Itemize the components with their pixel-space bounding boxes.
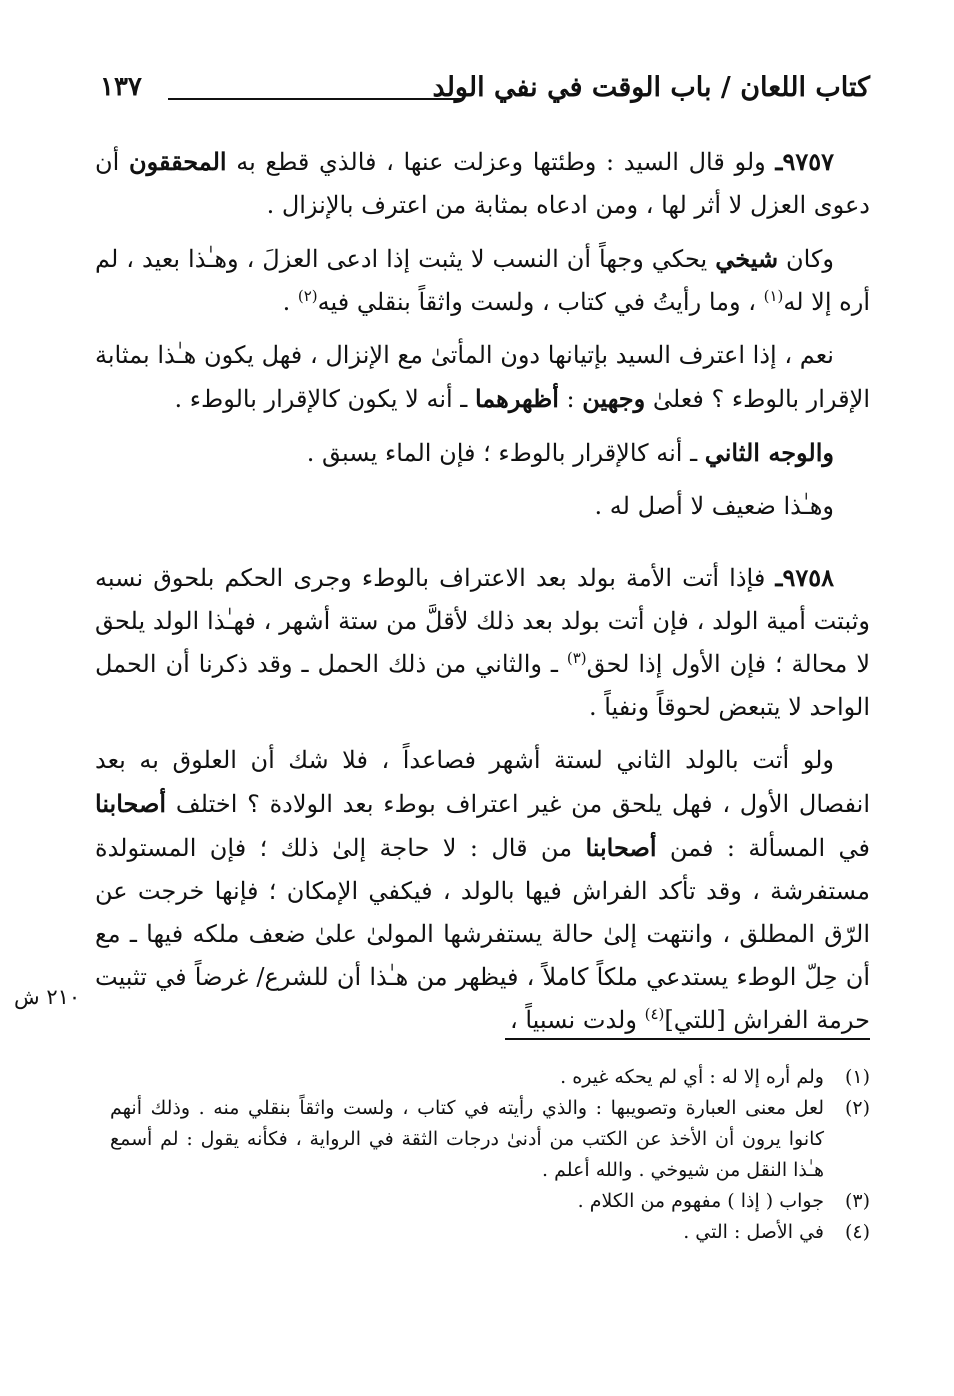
- text-run: ، وما رأيتُ في كتاب ، ولست واثقاً بنقلي فيه: [317, 288, 764, 316]
- footnote-ref: (٢): [297, 287, 318, 305]
- text-run: ـ أنه لا يكون كالإقرار بالوطء .: [174, 385, 475, 413]
- paragraph: [95, 431, 870, 475]
- main-text: [95, 140, 870, 1042]
- footnote-ref: (١): [763, 287, 784, 305]
- paragraph: [95, 334, 870, 421]
- text-run: .: [282, 288, 298, 316]
- page-number: ١٣٧: [100, 72, 142, 102]
- text-run: ولو أتت بالولد الثاني لستة أشهر فصاعداً ، فلا شك أن العلوق به بعد انفصال الأول ، فهل يلحق من غير اعتراف بوطء بعد الولادة ؟ اختلف: [95, 746, 870, 818]
- text-run: ـ أنه كالإقرار بالوطء ؛ فإن الماء يسبق .: [306, 439, 705, 467]
- bold-term: شيخي: [715, 244, 779, 273]
- bold-term: والوجه الثاني: [704, 438, 834, 467]
- footnote-ref: (٤): [644, 1005, 665, 1023]
- footnote-number: (٣): [844, 1190, 870, 1212]
- paragraph: [95, 556, 870, 729]
- header-rule: [168, 98, 462, 100]
- bold-term: وجهين: [582, 384, 646, 413]
- footnote-text: ولم أره إلا له : أي لم يحكه غيره .: [560, 1066, 824, 1088]
- chapter-title: كتاب اللعان / باب الوقت في نفي الولد: [432, 72, 870, 103]
- bold-term: أصحابنا: [585, 833, 657, 862]
- text-run: ـ والثاني من ذلك الحمل ـ وقد ذكرنا أن الحمل الواحد لا يتبعض لحوقاً ونفياً .: [95, 650, 870, 721]
- text-run: ولو قال السيد : وطئتها وعزلت عنها ، فالذي قطع به: [226, 148, 776, 176]
- text-run: نعم ، إذا اعترف السيد بإتيانها دون المأتىٰ مع الإنزال ، فهل يكون هـٰذا بمثابة الإقرار بالوطء ؟ فعلىٰ: [95, 341, 870, 413]
- text-run: وكان: [778, 245, 834, 273]
- footnote-number: (١): [844, 1066, 870, 1088]
- footnote-number: (٤): [844, 1221, 870, 1243]
- footnote-text: لعل معنى العبارة وتصويبها : والذي رأيته في كتاب ، ولست واثقاً بنقلي منه . وذلك أنهم كانوا يرون أن الأخذ عن الكتب من أدنىٰ درجات الثقة في الرواية ، فكأنه يقول : لم أسمع هـٰذا النقل من شيوخي . والله أعلم .: [110, 1097, 824, 1181]
- paragraph: [95, 140, 870, 227]
- footnote: [110, 1186, 870, 1217]
- footnotes: [110, 1062, 870, 1248]
- text-run: من قال : لا حاجة إلىٰ ذلك ؛ فإن المستولدة مستفرشة ، وقد تأكد الفراش فيها بالولد ، فيكفي الإمكان ؛ فإنها خرجت عن الرّق المطلق ، وانتهت إلىٰ حالة يستفرشها المولىٰ علىٰ ضعف ملكه فيها ـ مع أن حِلّ الوطء يستدعي ملكاً كاملاً ، فيظهر من هـٰذا أن للشرع/ غرضاً في تثبيت حرمة الفراش [للتي]: [95, 834, 870, 1034]
- running-header: [100, 72, 870, 116]
- footnote-text: في الأصل : التي .: [683, 1221, 824, 1243]
- bold-term: أظهرهما: [474, 384, 559, 413]
- footnote-ref: (٣): [566, 649, 587, 667]
- footnote-rule: [505, 1038, 870, 1040]
- text-run: وهـٰذا ضعيف لا أصل له .: [594, 492, 834, 520]
- text-run: فإذا أتت الأمة بولد بعد الاعتراف بالوطء وجرى الحكم بلحوق نسبه وثبتت أمية الولد ، فإن أتت بولد بعد ذلك لأقلَّ من ستة أشهر ، فهـٰذا الولد يلحق لا محالة ؛ فإن الأول إذا لحق: [95, 564, 870, 678]
- text-run: ولدت نسبياً ،: [509, 1006, 645, 1034]
- text-run: أن دعوى العزل لا أثر لها ، ومن ادعاه بمثابة من اعترف بالإنزال .: [95, 148, 870, 219]
- paragraph: [95, 485, 870, 528]
- footnote-number: (٢): [844, 1097, 870, 1119]
- text-run: في المسألة : فمن: [656, 834, 870, 862]
- paragraph: [95, 739, 870, 1042]
- section-number: ٩٧٥٨ـ: [775, 563, 834, 592]
- text-run: :: [558, 385, 583, 413]
- bold-term: أصحابنا: [95, 789, 167, 818]
- footnote-text: جواب ( إذا ) مفهوم من الكلام .: [577, 1190, 824, 1212]
- margin-folio-note: ٢١٠ ش: [14, 985, 81, 1009]
- footnote: [110, 1093, 870, 1186]
- paragraph: [95, 237, 870, 324]
- footnote: [110, 1217, 870, 1248]
- text-run: يحكي وجهاً أن النسب لا يثبت إذا ادعى العزلَ ، وهـٰذا بعيد ، لم أره إلا له: [95, 245, 870, 316]
- bold-term: المحققون: [128, 147, 227, 176]
- footnote: [110, 1062, 870, 1093]
- section-number: ٩٧٥٧ـ: [775, 147, 834, 176]
